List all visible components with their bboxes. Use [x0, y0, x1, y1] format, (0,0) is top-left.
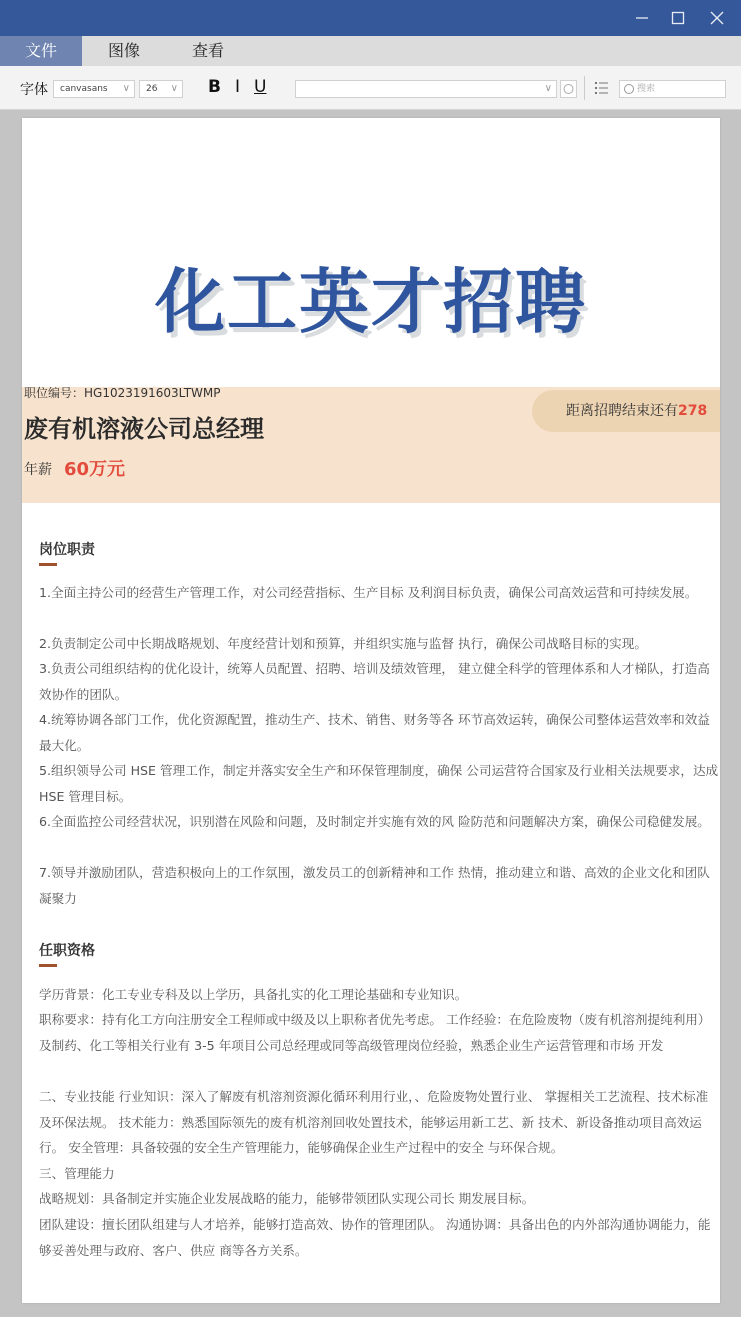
minimize-icon [635, 11, 649, 25]
qualification-item: 团队建设：擅长团队组建与人才培养，能够打造高效、协作的管理团队。 沟通协调：具备出色的内外部沟通协调能力，能够妥善处理与政府、客户、供应 商等各方关系。 [39, 1217, 711, 1258]
close-button[interactable] [699, 0, 735, 36]
toolbar [0, 66, 741, 110]
close-icon [710, 11, 724, 25]
salary-label: 年薪 [24, 462, 52, 478]
chevron-down-icon: ∨ [544, 83, 552, 94]
menu-bar [0, 36, 741, 66]
chevron-down-icon: ∨ [122, 83, 130, 94]
duty-item: 5.组织领导公司 HSE 管理工作，制定并落实安全生产和环保管理制度，确保 公司运营符合国家及行业相关法规要求，达成 HSE 管理目标。 [39, 763, 719, 804]
duty-item: 7.领导并激励团队，营造积极向上的工作氛围，激发员工的创新精神和工作 热情，推动建立和谐、高效的企业文化和团队凝聚力 [39, 865, 710, 906]
search-box[interactable] [619, 80, 726, 98]
style-select[interactable] [295, 80, 557, 98]
job-id: 职位编号：HG1023191603LTWMP [24, 386, 221, 400]
menu-view[interactable]: 查看 [191, 41, 224, 60]
duty-item: 4.统筹协调各部门工作，优化资源配置，推动生产、技术、销售、财务等各 环节高效运转，确保公司整体运营效率和效益最大化。 [39, 712, 710, 753]
qualification-item: 战略规划：具备制定并实施企业发展战略的能力，能够带领团队实现公司长 期发展目标。 [39, 1191, 535, 1206]
qualification-item: 学历背景：化工专业专科及以上学历，具备扎实的化工理论基础和专业知识。 [39, 987, 468, 1002]
title-bar [0, 0, 741, 36]
section-title-qualifications: 任职资格 [39, 943, 95, 959]
countdown-value: 278 [678, 403, 708, 419]
duty-item: 1.全面主持公司的经营生产管理工作，对公司经营指标、生产目标 及利润目标负责，确保公司高效运营和可持续发展。 [39, 585, 698, 600]
duty-item: 3.负责公司组织结构的优化设计，统筹人员配置、招聘、培训及绩效管理， 建立健全科学的管理体系和人才梯队，打造高效协作的团队。 [39, 661, 710, 702]
refresh-button[interactable] [560, 80, 577, 98]
countdown-label: 距离招聘结束还有 [566, 403, 678, 419]
section-underline [39, 964, 57, 967]
underline-button[interactable]: U [254, 77, 267, 97]
countdown-badge [532, 390, 720, 432]
bold-button[interactable]: B [208, 77, 221, 97]
section-title-duties: 岗位职责 [39, 542, 95, 558]
salary-value: 60万元 [64, 459, 126, 480]
italic-button[interactable]: I [235, 77, 241, 97]
duty-item: 6.全面监控公司经营状况，识别潜在风险和问题，及时制定并实施有效的风 险防范和问题解决方案，确保公司稳健发展。 [39, 814, 710, 829]
toolbar-divider [584, 76, 585, 100]
menu-file[interactable]: 文件 [0, 36, 82, 66]
chevron-down-icon: ∨ [170, 83, 178, 94]
job-title: 废有机溶液公司总经理 [24, 415, 264, 443]
search-input[interactable]: 搜索 [637, 84, 656, 94]
qualification-item: 二、专业技能 行业知识：深入了解废有机溶剂资源化循环利用行业，、危险废物处置行业、 掌握相关工艺流程、技术标准及环保法规。 技术能力：熟悉国际领先的废有机溶剂回收处置技术，能够运用新工艺、新 技术、新设备推动项目高效运行。 安全管理：具备较强的安全生产管理能力，能够确保企业生产过程中的安全 与环保合规。 [39, 1089, 709, 1156]
font-family-value: canvasans [60, 84, 108, 94]
search-icon [623, 83, 635, 95]
hero-title: 化工英才招聘 [155, 261, 587, 343]
menu-image[interactable]: 图像 [107, 41, 140, 60]
duty-item: 2.负责制定公司中长期战略规划、年度经营计划和预算，并组织实施与监督 执行，确保公司战略目标的实现。 [39, 636, 647, 651]
refresh-icon [561, 81, 576, 97]
qualification-item: 三、管理能力 [39, 1166, 115, 1181]
list-icon[interactable] [595, 80, 609, 96]
font-label: 字体 [20, 82, 48, 98]
font-family-select[interactable] [53, 80, 135, 98]
section-underline [39, 563, 57, 566]
maximize-button[interactable] [660, 0, 696, 36]
qualification-item: 职称要求：持有化工方向注册安全工程师或中级及以上职称者优先考虑。 工作经验：在危险废物（废有机溶剂提纯利用）及制药、化工等相关行业有 3-5 年项目公司总经理或同等高级管理岗位经验，熟悉企业生产运营管理和市场 开发 [39, 1012, 711, 1053]
document-page [22, 118, 720, 1303]
maximize-icon [671, 11, 685, 25]
minimize-button[interactable] [624, 0, 660, 36]
font-size-value: 26 [146, 84, 158, 94]
font-size-select[interactable] [139, 80, 183, 98]
